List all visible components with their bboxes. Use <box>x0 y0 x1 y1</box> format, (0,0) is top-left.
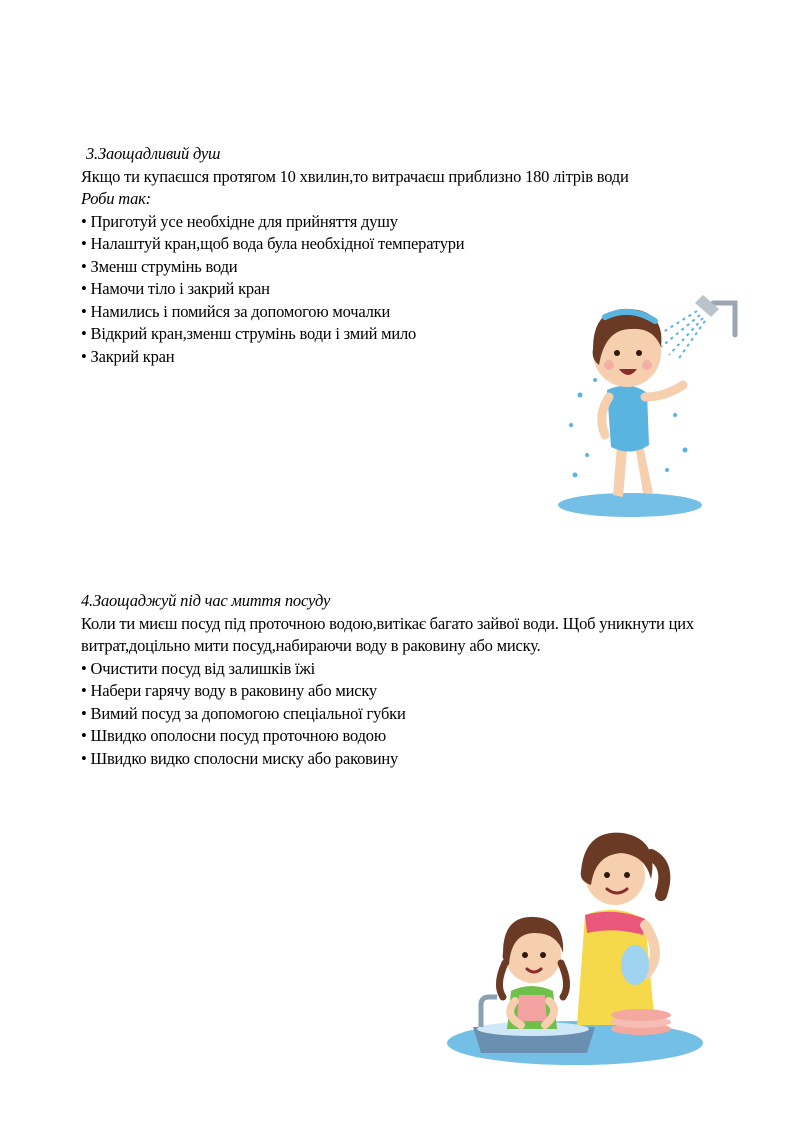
shower-section-subheading: Роби так: <box>81 189 151 208</box>
dishes-section-heading: 4.Заощаджуй під час миття посуду <box>81 591 331 610</box>
shower-section-heading: 3.Заощадливий душ <box>86 144 221 163</box>
dishes-steps-list <box>81 658 721 771</box>
list-item: • Закрий кран <box>81 346 721 369</box>
list-item: • Намились і помийся за допомогою мочалки <box>81 301 721 324</box>
list-item: • Зменш струмінь води <box>81 256 721 279</box>
child-showering-illustration <box>535 285 765 530</box>
list-item: • Вимий посуд за допомогою спеціальної губки <box>81 703 721 726</box>
shower-section-intro: Якщо ти купаєшся протягом 10 хвилин,то витрачаєш приблизно 180 літрів води <box>81 166 629 186</box>
list-item: • Очистити посуд від залишків їжі <box>81 658 721 681</box>
dishes-section <box>81 590 721 770</box>
list-item: • Відкрий кран,зменш струмінь води і змий мило <box>81 323 721 346</box>
dishes-section-intro: Коли ти миєш посуд під проточною водою,витікає багато зайвої води. Щоб уникнути цих витрат,доцільно мити посуд,набираючи воду в раковину або миску. <box>81 613 694 655</box>
list-item: • Налаштуй кран,щоб вода була необхідної температури <box>81 233 721 256</box>
list-item: • Швидко ополосни посуд проточною водою <box>81 725 721 748</box>
list-item: • Швидко видко сполосни миску або раковину <box>81 748 721 771</box>
list-item: • Приготуй усе необхідне для прийняття душу <box>81 211 721 234</box>
list-item: • Намочи тіло і закрий кран <box>81 278 721 301</box>
mother-and-daughter-washing-dishes-illustration <box>445 815 720 1080</box>
list-item: • Набери гарячу воду в раковину або миску <box>81 680 721 703</box>
